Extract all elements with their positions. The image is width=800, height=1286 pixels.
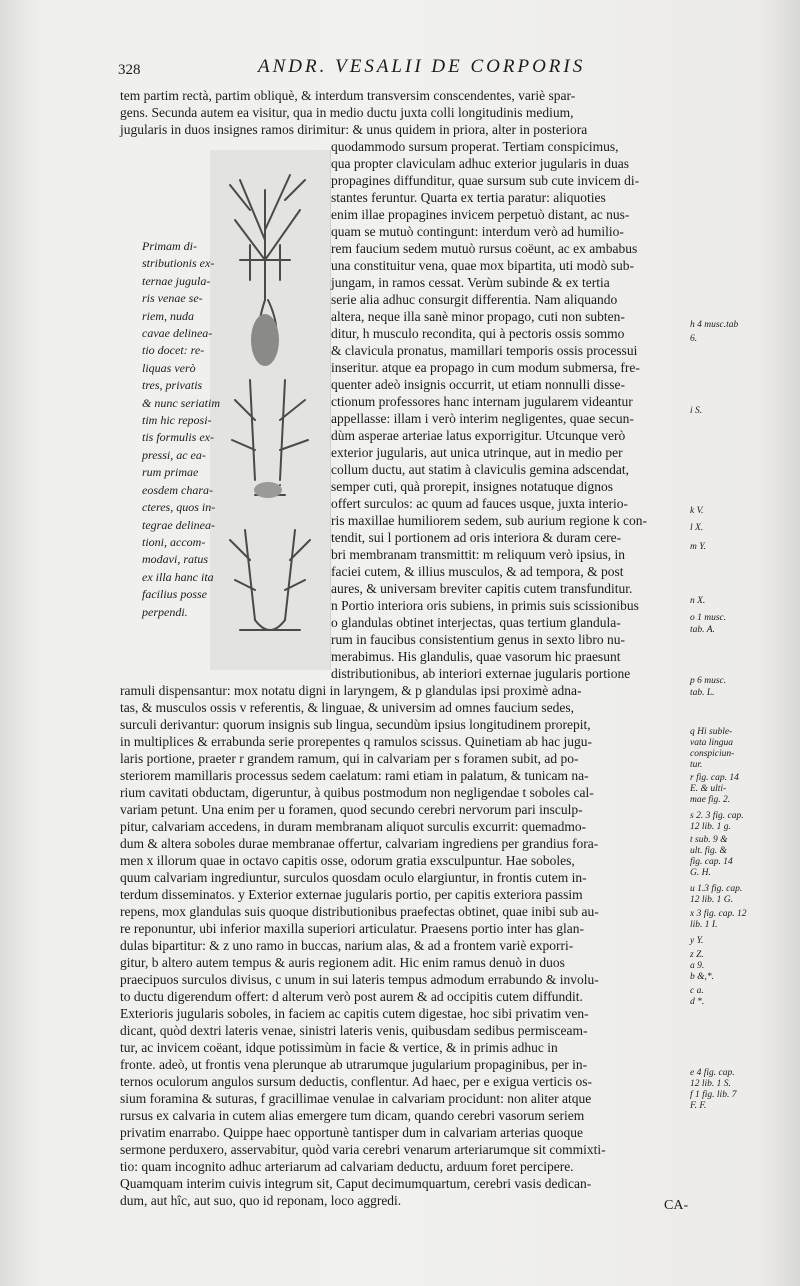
text-line: rursus ex calvaria in cutem alias emergere tum dicam, quando cerebri vasorum seriem xyxy=(120,1108,585,1123)
margin-note: h 4 musc.tab xyxy=(690,320,739,330)
margin-note: q Hi suble- xyxy=(690,727,733,737)
text-line: ternos oculorum angulos sursum deductis, conflentur. Ad haec, per e exigua verticis os- xyxy=(120,1074,593,1089)
text-line: ctionum professores hanc internam jugularem videantur xyxy=(331,394,633,409)
margin-note: x 3 fig. cap. 12 xyxy=(690,909,747,919)
text-line: pitur, calvariam accedens, in duram membranam aliquot surculis excurrit: quemadmo- xyxy=(120,819,587,834)
side-note-line: tres, privatis xyxy=(142,378,203,393)
text-line: distributionibus, ab interiori externae jugularis portione xyxy=(331,666,631,681)
text-line: steriorem mamillaris processus sedem caelatum: rami etiam in palatum, & tunicam na- xyxy=(120,768,589,783)
side-note-line: ex illa hanc ita xyxy=(142,569,214,584)
text-line: quodammodo sursum properat. Tertiam conspicimus, xyxy=(331,139,619,154)
text-line: praecipuos surculos divisus, c unum in sui lateris tempus admodum errabundo & involu- xyxy=(120,972,599,987)
text-line: dulas bipartitur: & z uno ramo in buccas, narium alas, & ad a frontem variè exporri- xyxy=(120,938,574,953)
margin-note: 12 lib. 1 S. xyxy=(690,1079,731,1089)
text-line: dum & altera soboles durae membranae offertur, calvariam ingrediens per grandius fora- xyxy=(120,836,599,851)
margin-note: 6. xyxy=(690,334,698,344)
text-line: qua propter claviculam adhuc exterior jugularis in duas xyxy=(331,156,630,171)
margin-note: tur. xyxy=(690,760,703,770)
text-line: altera, neque illa sanè minor propago, cuti non subten- xyxy=(331,309,625,324)
margin-note: t sub. 9 & xyxy=(690,835,728,845)
text-line: o glandulas obtinet interjectas, quas tertium glandula- xyxy=(331,615,621,630)
text-line: Quamquam interim cuivis integrum sit, Caput decimumquartum, cerebri vasis dedican- xyxy=(120,1176,592,1191)
side-note-line: cavae delinea- xyxy=(142,326,213,341)
margin-note: m Y. xyxy=(690,542,707,552)
side-note-line: tio docet: re- xyxy=(142,343,205,358)
margin-note: G. H. xyxy=(690,868,711,878)
side-note-line: facilius posse xyxy=(142,587,207,602)
text-line: una constituitur vena, quae mox bipartita, uti modò sub- xyxy=(331,258,634,273)
text-line: laris portione, praeter r grandem ramum, qui in calvariam per s foramen subit, ad po- xyxy=(120,751,579,766)
side-note-line: modavi, ratus xyxy=(142,552,208,567)
margin-note: i S. xyxy=(690,406,703,416)
margin-note: f 1 fig. lib. 7 xyxy=(690,1090,737,1100)
margin-note: c a. xyxy=(690,986,704,996)
margin-note: mae fig. 2. xyxy=(690,795,731,805)
margin-note: e 4 fig. cap. xyxy=(690,1068,735,1078)
text-line: ditur, h musculo recondita, qui à pectoris ossis sommo xyxy=(331,326,625,341)
side-note-line: & nunc seriatim xyxy=(142,395,220,410)
margin-note: d *. xyxy=(690,997,705,1007)
text-line: variam petunt. Una enim per u foramen, quod secundo cerebri nervorum pari insculp- xyxy=(120,802,583,817)
text-line: sermone perduxero, asservabitur, quòd varia cerebri venarum arteriarumque sit commixti- xyxy=(120,1142,606,1157)
text-line: tio: quam incognito adhuc arteriarum ad calvariam deductu, arduum foret percipere. xyxy=(120,1159,574,1174)
text-line: exterior jugularis, aut unica utrinque, aut in medio per xyxy=(331,445,623,460)
margin-note: y Y. xyxy=(690,936,704,946)
margin-note: tab. L. xyxy=(690,688,715,698)
text-line: ramuli dispensantur: mox notatu digni in laryngem, & p glandulas ipsi proximè adna- xyxy=(120,683,582,698)
text-line: re reponuntur, ubi inferior maxilla superiori articulatur. Praesens portio inter has glan- xyxy=(120,921,584,936)
text-line: repens, mox glandulas suis quoque distributionibus praefectas obtinet, quae inibi sub au- xyxy=(120,904,599,919)
margin-note: z Z. xyxy=(690,950,704,960)
text-line: appellasse: illam i verò interim negligentes, quae secun- xyxy=(331,411,634,426)
margin-note: k V. xyxy=(690,506,704,516)
side-note-line: Primam di- xyxy=(142,239,197,253)
page-number: 328 xyxy=(118,62,141,78)
side-note-line: rum primae xyxy=(142,465,199,480)
text-line: faciei cutem, & illius musculos, & ad tempora, & post xyxy=(331,564,624,579)
text-line: in multiplices & errabunda serie prorepentes q ramulos scissus. Quinetiam ab hac jugu- xyxy=(120,734,592,749)
text-line: ris maxillae humiliorem sedem, sub aurium regione k con- xyxy=(331,513,648,528)
text-line: stantes feruntur. Quarta ex tertia paratur: aliquoties xyxy=(331,190,606,205)
side-note-line: pressi, ac ea- xyxy=(142,447,206,462)
margin-note: ult. fig. & xyxy=(690,846,727,856)
running-head: ANDR. VESALII DE CORPORIS xyxy=(258,56,586,77)
text-line: dicant, quòd dextri lateris venae, sinistri lateris venis, quibusdam sedibus permisceam- xyxy=(120,1023,588,1038)
text-line: rem faucium sedem mutuò rursus coëunt, ac ex ambabus xyxy=(331,241,638,256)
margin-note: 12 lib. 1 g. xyxy=(690,822,731,832)
side-note-line: tioni, accom- xyxy=(142,534,206,549)
text-line: merabimus. His glandulis, quae vasorum hic praesunt xyxy=(331,649,621,664)
text-line: quam se mutuò contingunt: interdum verò ad humilio- xyxy=(331,224,624,239)
text-line: bri membranam transmittit: m reliquum verò ipsius, in xyxy=(331,547,625,562)
text-line: fronte. adeò, ut frontis vena plerunque ab utrarumque jugularium propaginibus, per in- xyxy=(120,1057,588,1072)
text-line: quenter adeò insignis occurrit, ut etiam nonnulli disse- xyxy=(331,377,625,392)
side-note-line: cteres, quos in- xyxy=(142,500,216,515)
text-line: to ductu digerendum offert: d alterum verò post aurem & ad occipitis cutem diffundit. xyxy=(120,989,583,1004)
side-note-line: tis formulis ex- xyxy=(142,430,214,445)
text-line: Exterioris jugularis soboles, in faciem ac capitis cutem digestae, hoc sibi privatim ven- xyxy=(120,1006,589,1021)
margin-note: vata lingua xyxy=(690,738,734,748)
text-line: rum in faucibus consistentium genus in sexto libro nu- xyxy=(331,632,625,647)
margin-note: conspiciun- xyxy=(690,749,735,759)
text-line: dum, aut hîc, aut suo, quo id reponam, loco aggredi. xyxy=(120,1193,402,1208)
margin-note: 12 lib. 1 G. xyxy=(690,895,734,905)
text-line: aures, & universam breviter capitis cutem transfunditur. xyxy=(331,581,633,596)
margin-note: F. F. xyxy=(690,1101,707,1111)
side-note-line: eosdem chara- xyxy=(142,482,213,497)
text-line: n Portio interiora oris subiens, in primis suis scissionibus xyxy=(331,598,639,613)
side-note-line: tim hic reposi- xyxy=(142,413,212,428)
text-line: collum ductu, aut statim à claviculis gemina adscendat, xyxy=(331,462,630,477)
margin-note: l X. xyxy=(690,523,704,533)
text-line: tem partim rectà, partim obliquè, & interdum transversim conscendentes, variè spar- xyxy=(120,88,576,103)
text-line: surculi derivantur: quorum insignis sub lingua, secundùm ipsius longitudinem prorepit, xyxy=(120,717,591,732)
text-line: jugularis in duos insignes ramos dirimitur: & unus quidem in priora, alter in posteriora xyxy=(120,122,588,137)
margin-note: tab. A. xyxy=(690,625,715,635)
side-note-line: liquas verò xyxy=(142,360,196,375)
text-line: quum calvariam ingrediuntur, surculos quosdam oculo elargiuntur, in frontis cutem in- xyxy=(120,870,587,885)
text-line: enim illae propagines invicem perpetuò distant, ac nus- xyxy=(331,207,630,222)
margin-note: b &,*. xyxy=(690,972,715,982)
text-line: gens. Secunda autem ea visitur, qua in medio ductu juxta colli longitudinis medium, xyxy=(120,105,574,120)
text-line: jungam, in ramos cessat. Verùm subinde & ex tertia xyxy=(331,275,610,290)
catchword: CA- xyxy=(664,1198,689,1213)
text-line: tas, & musculos ossis v referentis, & linguae, & universim ad omnes faucium sedes, xyxy=(120,700,575,715)
text-line: privatim enarrabo. Quippe haec opportunè tantisper dum in calvariam arterias quoque xyxy=(120,1125,583,1140)
side-note-line: perpendi. xyxy=(142,604,188,619)
text-line: propagines diffunditur, quae sursum sub cute invicem di- xyxy=(331,173,640,188)
margin-note: p 6 musc. xyxy=(690,676,727,686)
side-note-line: riem, nuda xyxy=(142,308,194,323)
margin-note: u 1.3 fig. cap. xyxy=(690,884,743,894)
page-header xyxy=(0,54,800,84)
text-line: gitur, b altero autem tempus & auris regionem adit. Hic enim ramus denuò in duos xyxy=(120,955,565,970)
text-line: rium cavitati obductam, digeruntur, à quibus postmodum non negligendae t soboles cal- xyxy=(120,785,594,800)
text-line: inseritur. atque ea propago in cum modum submersa, fre- xyxy=(331,360,640,375)
text-line: tendit, sui l portionem ad oris interiora & duram cere- xyxy=(331,530,622,545)
margin-note: r fig. cap. 14 xyxy=(690,773,739,783)
side-note xyxy=(142,238,244,621)
side-note-line: ris venae se- xyxy=(142,291,203,306)
text-line: dùm asperae arteriae latus exporrigitur. Utcunque verò xyxy=(331,428,626,443)
text-line: & clavicula pronatus, mamillari temporis ossis processui xyxy=(331,343,638,358)
text-line: serie alia adhuc consurgit differentia. Nam aliquando xyxy=(331,292,618,307)
margin-note: o 1 musc. xyxy=(690,613,727,623)
margin-note: a 9. xyxy=(690,961,705,971)
side-note-line: stributionis ex- xyxy=(142,256,215,271)
side-note-line: ternae jugula- xyxy=(142,273,211,288)
margin-note: s 2. 3 fig. cap. xyxy=(690,811,744,821)
text-line: sium foramina & suturas, f gracillimae venulae in calvariam procidunt: non aliter atque xyxy=(120,1091,592,1106)
text-line: terdum disseminatos. y Exterior externae jugularis portio, per capitis exteriora passim xyxy=(120,887,583,902)
text-line: offert surculos: ac quum ad fauces usque, juxta interio- xyxy=(331,496,629,511)
text-line: tur, ac invicem coëant, idque potissimùm in facie & vertice, & in primis adhuc in xyxy=(120,1040,558,1055)
margin-note: fig. cap. 14 xyxy=(690,857,733,867)
margin-note: E. & ulti- xyxy=(690,784,727,794)
margin-note: lib. 1 I. xyxy=(690,920,718,930)
side-note-line: tegrae delinea- xyxy=(142,517,215,532)
text-line: semper cuti, quà prorepit, insignes notatuque dignos xyxy=(331,479,613,494)
margin-note: n X. xyxy=(690,596,706,606)
text-line: men x illorum quae in octavo capitis osse, odorum gratia exsculpuntur. Hae soboles, xyxy=(120,853,575,868)
